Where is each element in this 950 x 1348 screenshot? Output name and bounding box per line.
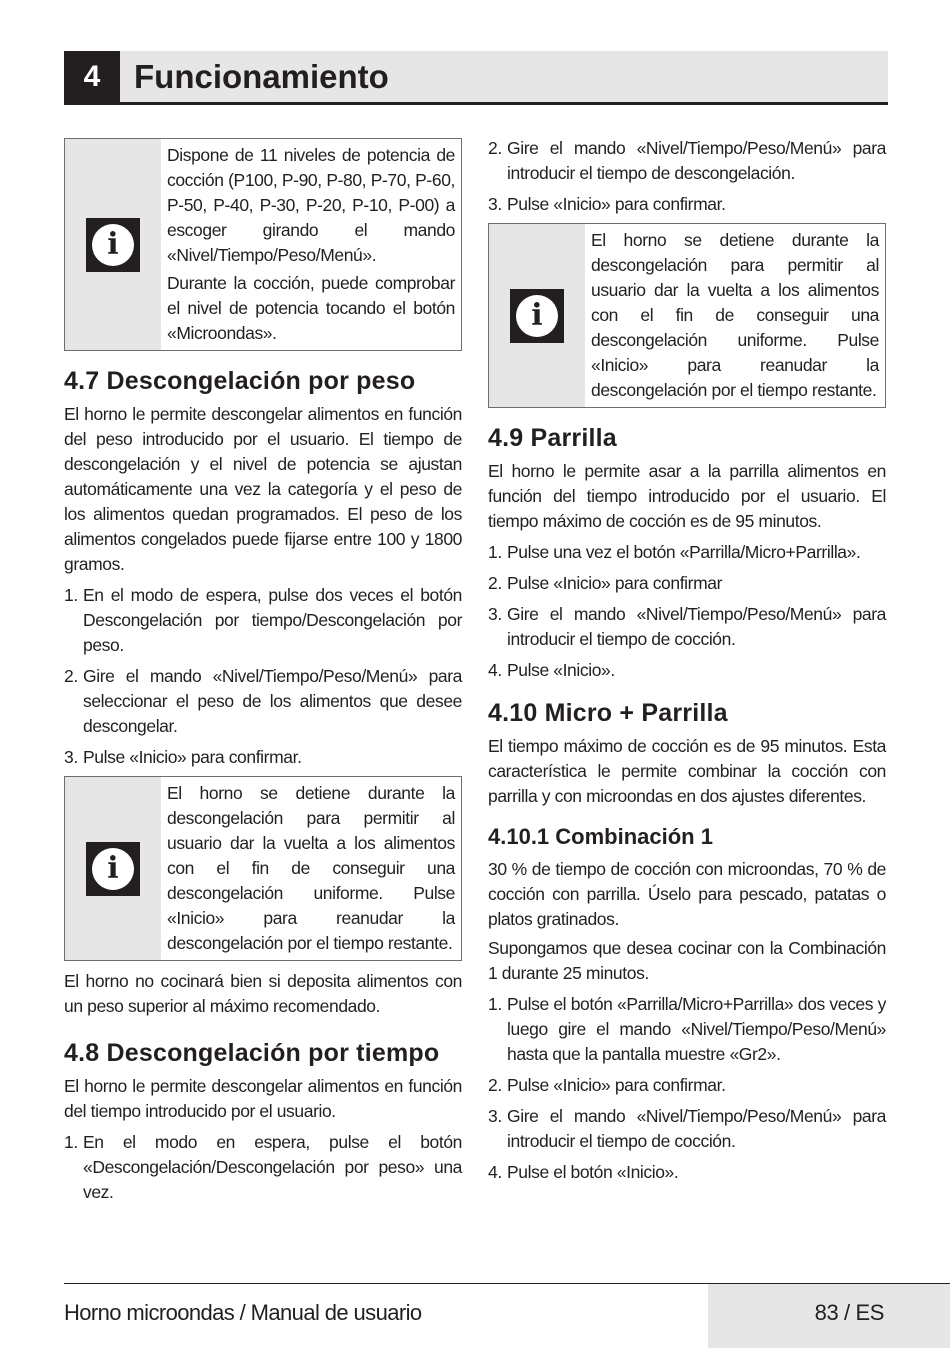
note-paragraph: El horno se detiene durante la descongelación para permitir al usuario dar la vuelta a los alimentos con el fin de conseguir una descongelación uniforme. Pulse «Inicio» para reanudar la descongelación por el tiempo restante. [167,783,455,953]
step-item: 3. Pulse «Inicio» para confirmar. [64,747,302,767]
chapter-number: 4 [64,51,120,102]
note-paragraph: El horno se detiene durante la descongelación para permitir al usuario dar la vuelta a los alimentos con el fin de conseguir una descongelación uniforme. Pulse «Inicio» para reanudar la descongelación por el tiempo restante. [591,230,879,400]
step-item: 3. Gire el mando «Nivel/Tiempo/Peso/Menú» para introducir el tiempo de cocción. [488,1106,886,1151]
step-list [488,540,886,683]
step-list [64,583,462,770]
section-heading-4-10-1: 4.10.1 Combinación 1 [488,824,713,849]
step-list [64,1130,462,1205]
section-heading-4-9: 4.9 Parrilla [488,424,617,452]
step-item: 3. Pulse «Inicio» para confirmar. [488,194,726,214]
step-item: 4. Pulse el botón «Inicio». [488,1162,679,1182]
step-item: 4. Pulse «Inicio». [488,660,615,680]
section-heading-4-8: 4.8 Descongelación por tiempo [64,1039,440,1067]
section-heading-4-10: 4.10 Micro + Parrilla [488,699,728,727]
step-list [488,136,886,217]
section-outro: El horno no cocinará bien si deposita alimentos con un peso superior al máximo recomendado. [64,971,462,1016]
info-icon: i [86,218,140,272]
step-item: 3. Gire el mando «Nivel/Tiempo/Peso/Menú» para introducir el tiempo de cocción. [488,604,886,649]
step-item: 1. Pulse el botón «Parrilla/Micro+Parrilla» dos veces y luego gire el mando «Nivel/Tiempo/Peso/Menú» hasta que la pantalla muestre «Gr2». [488,994,886,1064]
section-heading-4-7: 4.7 Descongelación por peso [64,367,416,395]
section-paragraph: Supongamos que desea cocinar con la Combinación 1 durante 25 minutos. [488,938,886,983]
step-item: 2. Pulse «Inicio» para confirmar. [488,1075,726,1095]
step-item: 1. Pulse una vez el botón «Parrilla/Micro+Parrilla». [488,542,861,562]
step-item: 2. Pulse «Inicio» para confirmar [488,573,723,593]
step-item: 2. Gire el mando «Nivel/Tiempo/Peso/Menú» para seleccionar el peso de los alimentos que desee descongelar. [64,666,462,736]
step-list [488,992,886,1185]
footer-manual-title: Horno microondas / Manual de usuario [64,1300,422,1325]
chapter-title: Funcionamiento [134,58,389,95]
info-icon: i [86,842,140,896]
section-paragraph: 30 % de tiempo de cocción con microondas, 70 % de cocción con parrilla. Úselo para pescado, patatas o platos gratinados. [488,859,886,929]
step-item: 2. Gire el mando «Nivel/Tiempo/Peso/Menú» para introducir el tiempo de descongelación. [488,138,886,183]
section-intro: El horno le permite descongelar alimentos en función del tiempo introducido por el usuario. [64,1076,462,1121]
section-intro: El horno le permite asar a la parrilla alimentos en función del tiempo introducido por el usuario. El tiempo máximo de cocción es de 95 minutos. [488,461,886,531]
info-note [64,776,462,961]
step-item: 1. En el modo en espera, pulse el botón «Descongelación/Descongelación por peso» una vez. [64,1132,462,1202]
note-paragraph: Durante la cocción, puede comprobar el nivel de potencia tocando el botón «Microondas». [167,273,455,343]
info-note [488,223,886,408]
step-item: 1. En el modo de espera, pulse dos veces el botón Descongelación por tiempo/Descongelación por peso. [64,585,462,655]
info-icon: i [510,289,564,343]
info-note [64,138,462,351]
note-paragraph: Dispone de 11 niveles de potencia de cocción (P100, P-90, P-80, P-70, P-60, P-50, P-40, P-30, P-20, P-10, P-00) a escoger girando el mando «Nivel/Tiempo/Peso/Menú». [167,145,455,265]
section-intro: El horno le permite descongelar alimentos en función del peso introducido por el usuario. El tiempo de descongelación y el nivel de potencia se ajustan automáticamente una vez la categoría y el peso de los alimentos quedan programados. El peso de los alimentos congelados puede fijarse entre 100 y 1800 gramos. [64,404,462,574]
left-column [64,138,462,1211]
chapter-header [64,51,888,105]
section-intro: El tiempo máximo de cocción es de 95 minutos. Esta característica le permite combinar la cocción con parrilla y con microondas en dos ajustes diferentes. [488,736,886,806]
footer-page-number: 83 / ES [814,1300,884,1325]
right-column [488,136,886,1191]
